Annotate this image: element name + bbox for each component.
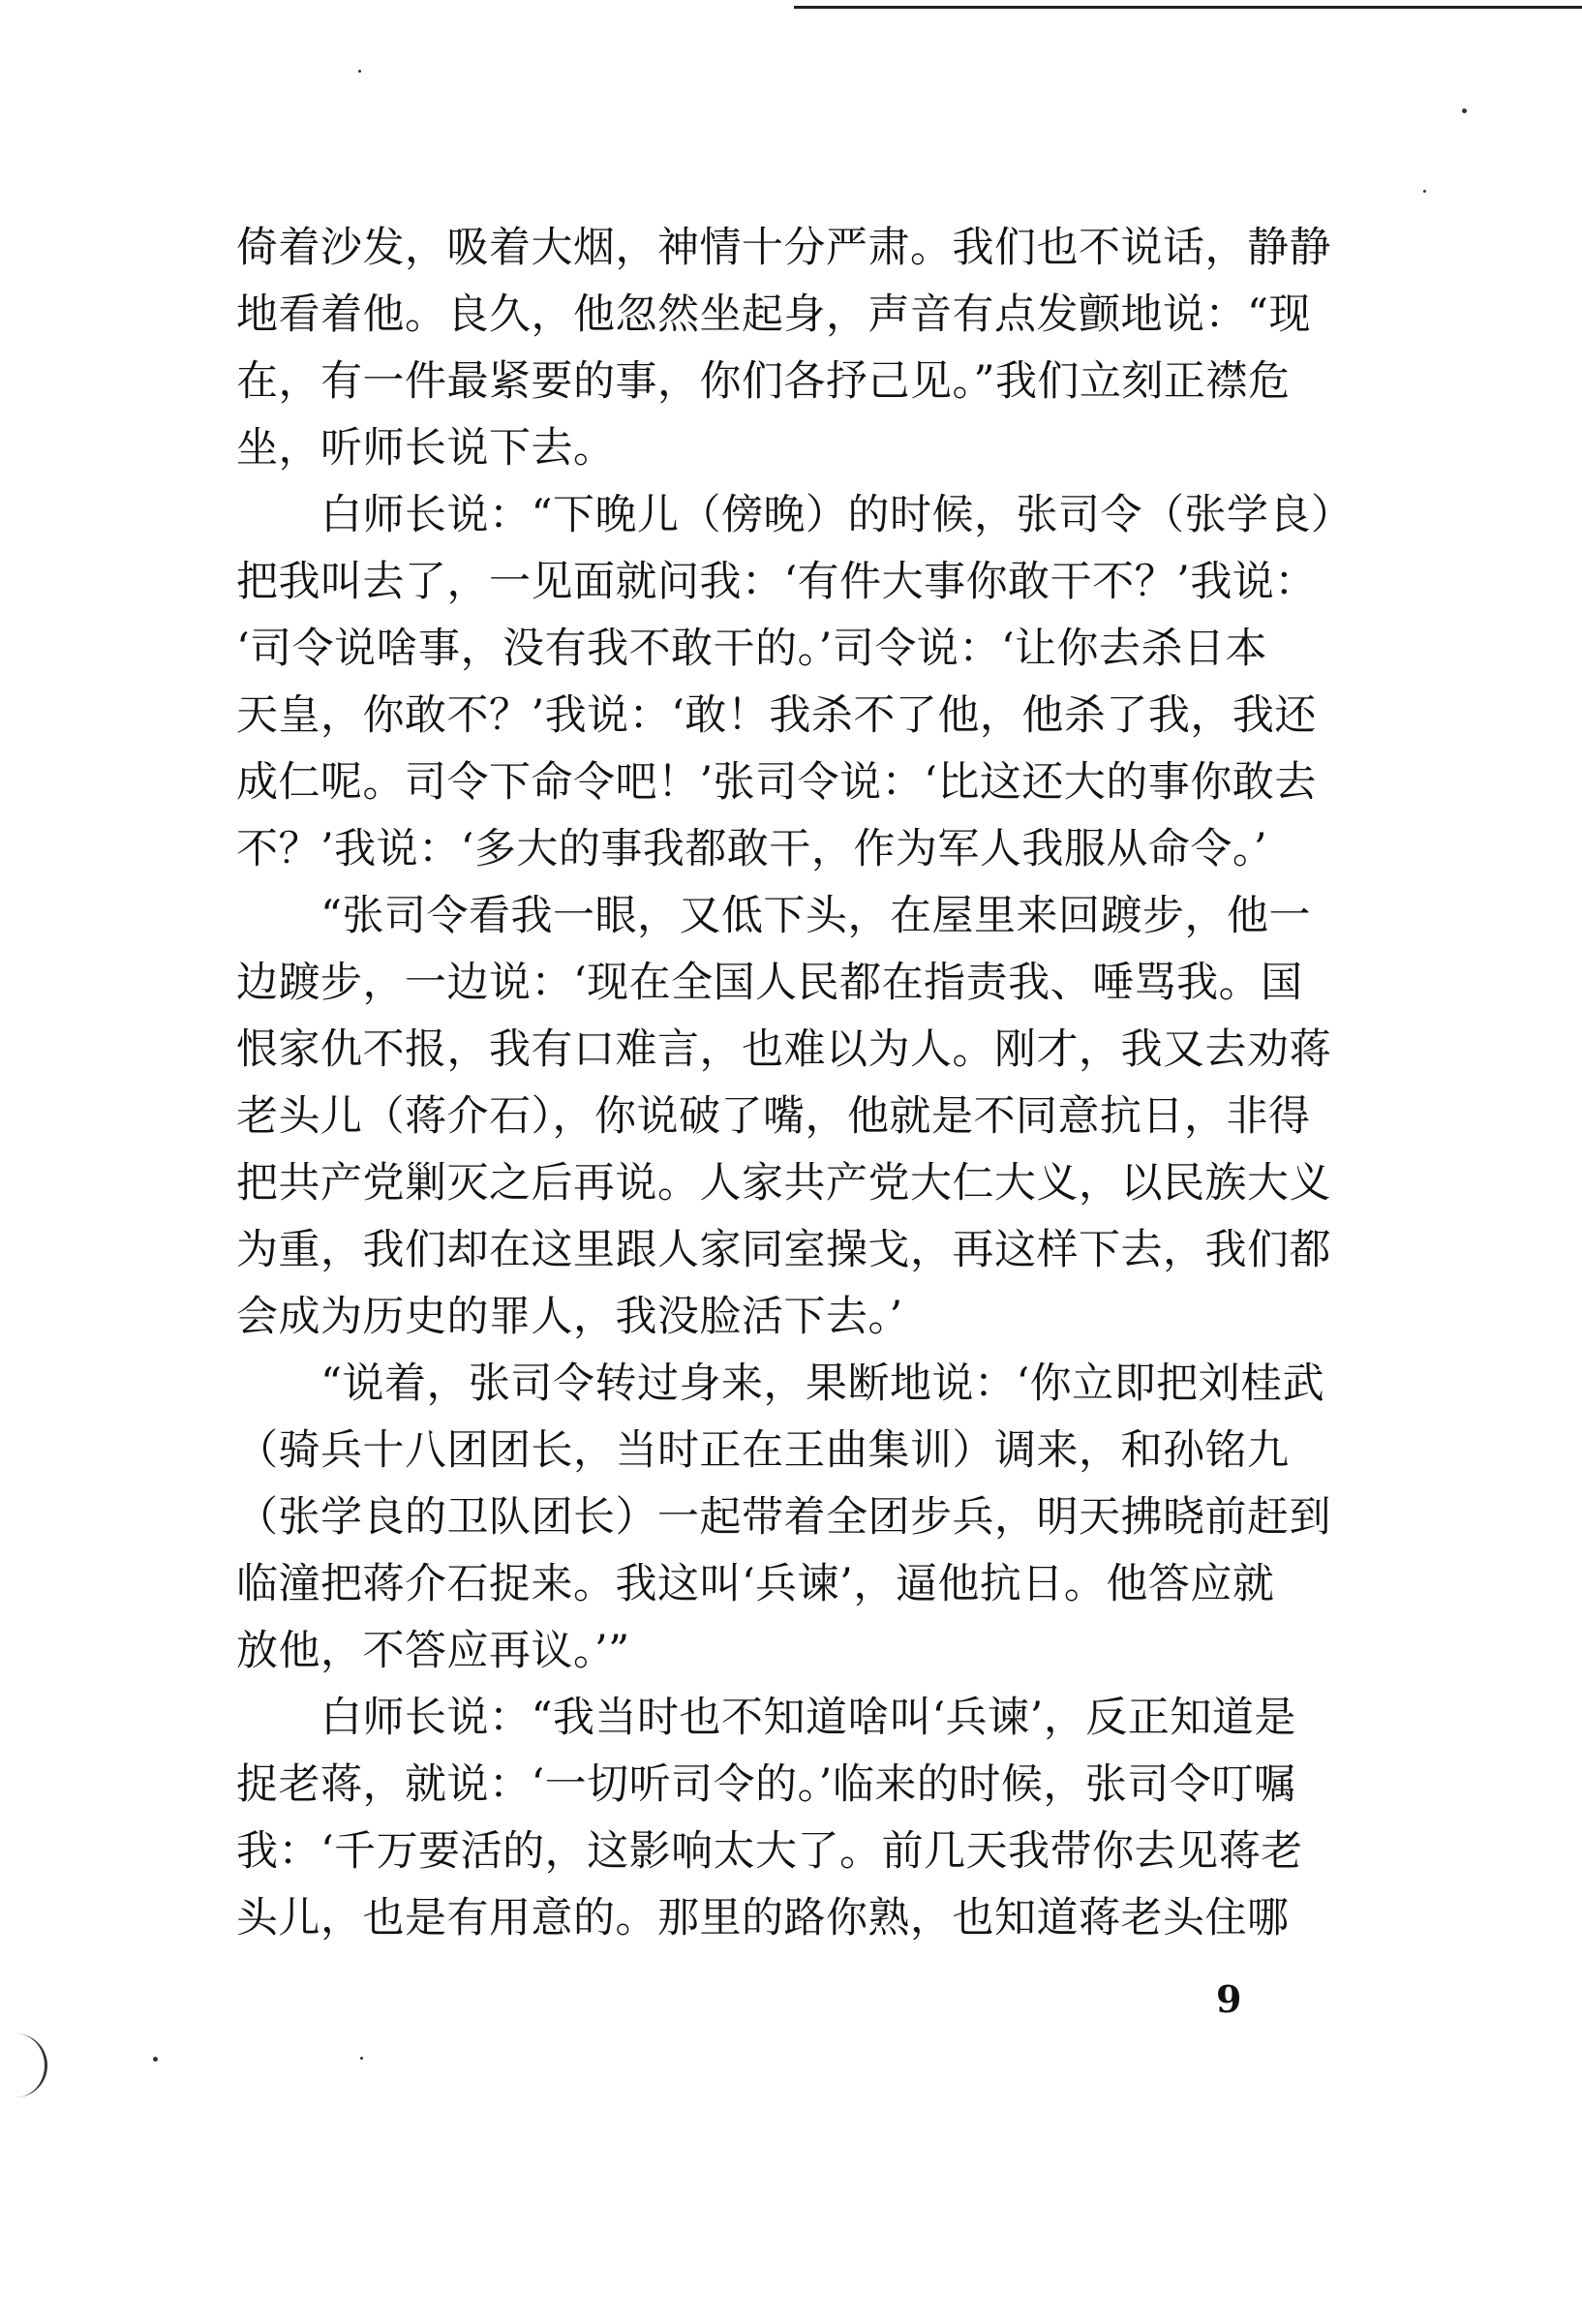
text-line: 坐，听师长说下去。	[236, 424, 616, 473]
text-line: 头儿，也是有用意的。那里的路你熟，也知道蒋老头住哪	[236, 1894, 1290, 1942]
page-number: 9	[1216, 1977, 1242, 2021]
text-line: “张司令看我一眼，又低下头，在屋里来回踱步，他一	[236, 892, 1311, 940]
text-line: “说着，张司令转过身来，果断地说：‘你立即把刘桂武	[236, 1360, 1325, 1408]
text-line: 我：‘千万要活的，这影响太大了。前几天我带你去见蒋老	[236, 1827, 1303, 1876]
text-line: 老头儿（蒋介石），你说破了嘴，他就是不同意抗日，非得	[236, 1092, 1311, 1141]
text-line: 白师长说：“下晚儿（傍晚）的时候，张司令（张学良）	[236, 491, 1354, 539]
scan-speck	[153, 2057, 158, 2062]
text-line: 恨家仇不报，我有口难言，也难以为人。刚才，我又去劝蒋	[236, 1025, 1331, 1074]
text-line: ‘司令说啥事，没有我不敢干的。’司令说：‘让你去杀日本	[236, 625, 1268, 673]
body-text	[236, 215, 1354, 1952]
text-line: 倚着沙发，吸着大烟，神情十分严肃。我们也不说话，静静	[236, 224, 1331, 272]
scan-speck	[1423, 190, 1426, 193]
text-line: 放他，不答应再议。’”	[236, 1627, 630, 1675]
text-line: 临潼把蒋介石捉来。我这叫‘兵谏’，逼他抗日。他答应就	[236, 1560, 1275, 1608]
text-line: 边踱步，一边说：‘现在全国人民都在指责我、唾骂我。国	[236, 959, 1303, 1007]
text-line: 天皇，你敢不？’我说：‘敢！我杀不了他，他杀了我，我还	[236, 691, 1317, 740]
text-line: （张学良的卫队团长）一起带着全团步兵，明天拂晓前赶到	[236, 1493, 1331, 1542]
text-line: 白师长说：“我当时也不知道啥叫‘兵谏’，反正知道是	[236, 1694, 1296, 1742]
text-line: 把共产党剿灭之后再说。人家共产党大仁大义，以民族大义	[236, 1159, 1331, 1208]
text-line: 会成为历史的罪人，我没脸活下去。’	[236, 1293, 903, 1341]
scan-speck	[1462, 108, 1467, 113]
top-rule	[794, 6, 1582, 9]
text-line: 在，有一件最紧要的事，你们各抒己见。”我们立刻正襟危	[236, 357, 1291, 406]
text-line: （骑兵十八团团长，当时正在王曲集训）调来，和孙铭九	[236, 1426, 1290, 1475]
margin-mark	[15, 2034, 47, 2097]
text-line: 成仁呢。司令下命令吧！’张司令说：‘比这还大的事你敢去	[236, 758, 1317, 807]
text-line: 捉老蒋，就说：‘一切听司令的。’临来的时候，张司令叮嘱	[236, 1760, 1296, 1809]
scan-speck	[358, 70, 361, 73]
text-line: 把我叫去了，一见面就问我：‘有件大事你敢干不？’我说：	[236, 558, 1317, 606]
scan-speck	[360, 2057, 363, 2060]
text-line: 不？’我说：‘多大的事我都敢干，作为军人我服从命令。’	[236, 825, 1268, 873]
text-line: 为重，我们却在这里跟人家同室操戈，再这样下去，我们都	[236, 1226, 1331, 1274]
text-line: 地看着他。良久，他忽然坐起身，声音有点发颤地说：“现	[236, 290, 1311, 339]
